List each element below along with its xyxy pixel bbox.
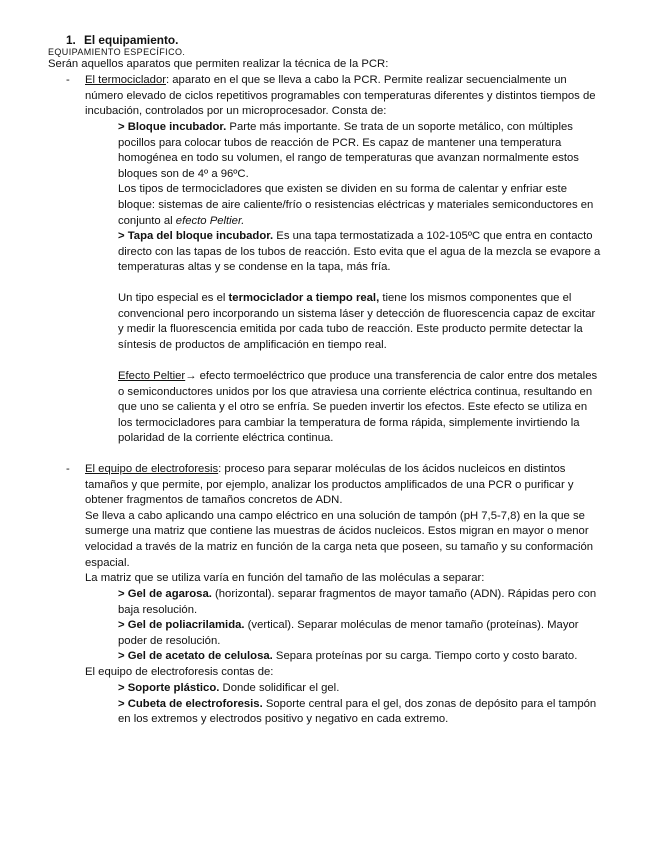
soporte-plastico-label: > Soporte plástico. <box>118 682 220 694</box>
matrices-list: > Gel de agarosa. (horizontal). separar fragmentos de mayor tamaño (ADN). Rápidas pero con baja resolución. > Gel de poliacrilamida. (vertical). Separar moléculas de menor tamaño (proteínas). Mayor poder de resolución. > Gel de acetato de celulosa. Separa proteínas por su carga. Tiempo corto y costo barato. <box>118 588 597 663</box>
tapa-bloque-label: > Tapa del bloque incubador. <box>118 230 274 243</box>
section-number: 1. <box>66 33 76 47</box>
bullet-dash: - <box>66 74 70 86</box>
gel-acetato-label: > Gel de acetato de celulosa. <box>118 650 273 663</box>
efecto-peltier-ref: efecto Peltier. <box>175 214 245 227</box>
gel-agarosa-label: > Gel de agarosa. <box>118 588 212 600</box>
efecto-peltier-paragraph: Efecto Peltier→ efecto termoeléctrico que produce una transferencia de calor entre dos metales o semiconductores unidos por los que atraviesa una corriente eléctrica continua, resultando en que uno se calienta y el otro se enfría. Se pueden invertir los efectos. Este efecto se utiliza en los termocicladores para cambiar la temperatura de forma rápida, simplemente invirtiendo la polaridad de la corriente eléctrica continua. <box>118 370 598 445</box>
tiempo-real-paragraph: Un tipo especial es el termociclador a tiempo real, tiene los mismos componentes que el convencional pero incorporando un sistema láser y detección de fluorescencia capaz de excitar y medir la fluorescencia emitida por cada tubo de reacción. Este producto permite detectar la síntesis de productos de amplificación en tiempo real. <box>118 292 596 351</box>
termociclador-term: El termociclador <box>85 74 166 86</box>
section-subtitle: EQUIPAMIENTO ESPECÍFICO. <box>48 47 186 57</box>
cubeta-label: > Cubeta de electroforesis. <box>118 697 263 710</box>
bloque-incubador-label: > Bloque incubador. <box>118 121 227 133</box>
electroforesis-paragraph: El equipo de electroforesis: proceso para separar moléculas de los ácidos nucleicos en distintos tamaños y que permite, por ejemplo, analizar los productos amplificados de una PCR o purificar y obtener fragmentos de tamaños concretos de ADN. Se lleva a cabo aplicando una campo eléctrico en una solución de tampón (pH 7,5-7,8) en la que se sumerge una matriz que contiene las muestras de ácidos nucleicos. Estos migran en mayor o menor velocidad a través de la matriz en función de la carga neta que poseen, su tamaño y su conformación espacial. La matriz que se utiliza varía en función del tamaño de las moléculas a separar: <box>85 463 594 585</box>
bloque-incubador-item: > Bloque incubador. Parte más importante. Se trata de un soporte metálico, con múltiples pocillos para colocar tubos de reacción de PCR. Es capaz de mantener una temperatura homogénea en todo su volumen, el rango de temperaturas que avanzan normalmente estos bloques son de 4º a 96ºC. Los tipos de termocicladores que existen se dividen en su forma de calentar y enfriar este bloque: sistemas de aire caliente/frío o resistencias eléctricas y materiales semiconductores en conjunto al efecto Peltier. > Tapa del bloque incubador. Es una tapa termostatizada a 102-105ºC que entra en contacto directo con las tapas de los tubos de reacción. Esto evita que el agua de la mezcla se evapore a temperaturas altas y se condense en la tapa, más fría. <box>118 121 601 274</box>
section-title: El equipamiento. <box>84 33 179 47</box>
termociclador-paragraph: El termociclador: aparato en el que se lleva a cabo la PCR. Permite realizar secuencialmente un número elevado de ciclos repetitivos programables con temperaturas diferentes y distintos tiempos de incubación, controlados por un microprocesador. Consta de: <box>85 74 596 118</box>
electroforesis-consta: El equipo de electroforesis contas de: <box>85 666 274 678</box>
tiempo-real-term: termociclador a tiempo real, <box>228 292 380 304</box>
efecto-peltier-term: Efecto Peltier <box>118 370 186 382</box>
bullet-dash: - <box>66 463 70 475</box>
intro-paragraph: Serán aquellos aparatos que permiten realizar la técnica de la PCR: <box>48 58 389 70</box>
electroforesis-term: El equipo de electroforesis <box>85 463 219 475</box>
componentes-list: > Soporte plástico. Donde solidificar el gel. > Cubeta de electroforesis. Soporte central para el gel, dos zonas de depósito para el tampón en los extremos y electrodos positivo y negativo en cada extremo. <box>118 682 597 726</box>
gel-poliacrilamida-label: > Gel de poliacrilamida. <box>118 619 245 632</box>
